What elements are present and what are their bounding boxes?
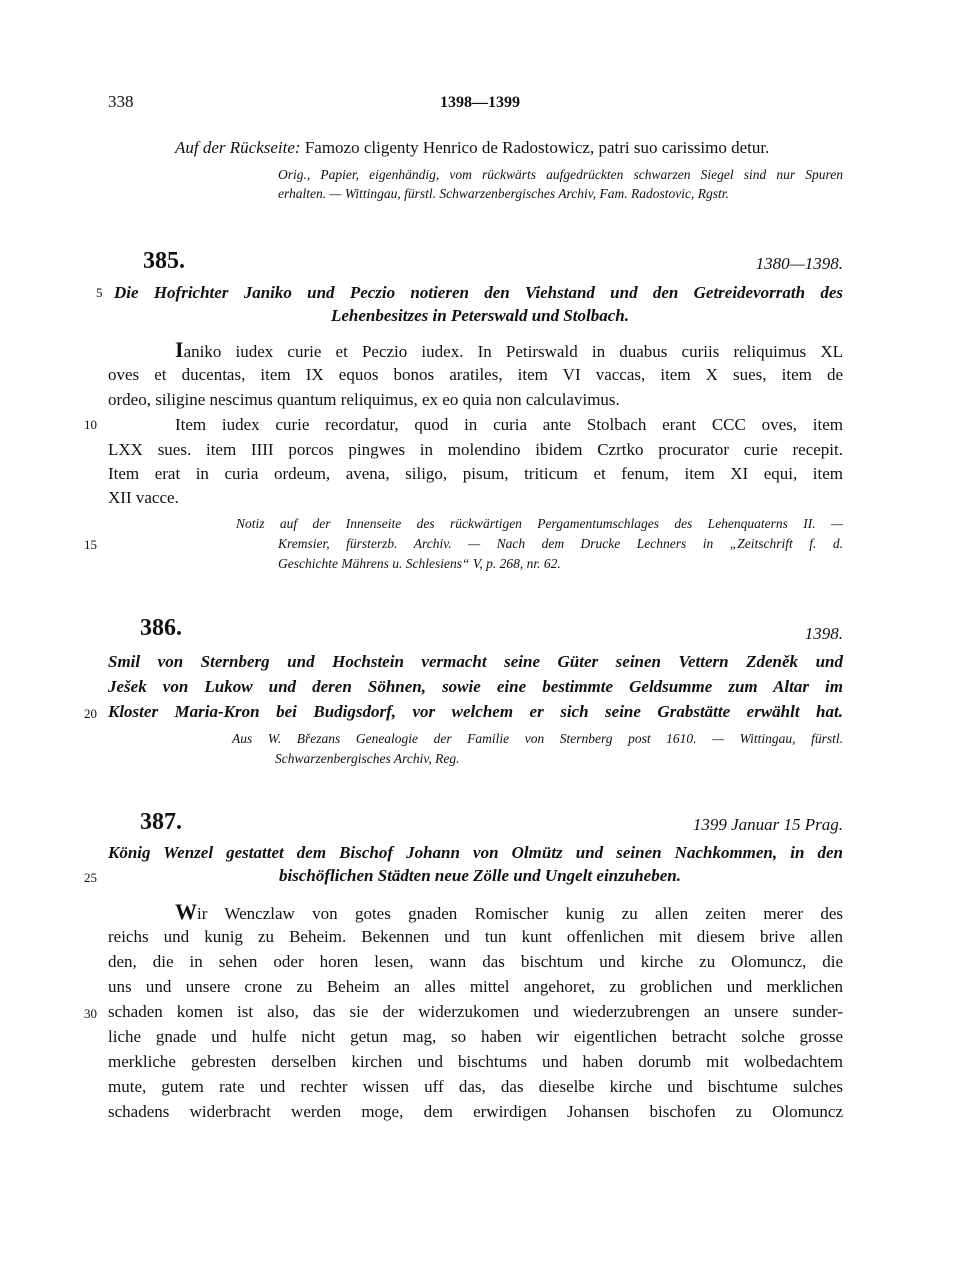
- entry-385-regest-line-1: Die Hofrichter Janiko und Peczio notieren den Viehstand und den Getreidevorrath des: [114, 283, 843, 302]
- entry-385-note-line-2: Kremsier, fürsterzb. Archiv. — Nach dem Drucke Lechners in „Zeitschrift f. d.: [278, 536, 843, 551]
- entry-385-text-line-6: Item erat in curia ordeum, avena, siligo, pisum, triticum et fenum, item XI equi, item: [108, 464, 843, 483]
- prev-note-line-1: Orig., Papier, eigenhändig, vom rückwärts aufgedrückten schwarzen Siegel sind nur Spuren: [278, 167, 843, 182]
- entry-387-date: 1399 Januar 15 Prag.: [692, 815, 843, 834]
- entry-387-text-line-1-rest: ir Wenczlaw von gotes gnaden Romischer kunig zu allen zeiten merer des: [197, 904, 843, 923]
- page-number: 338: [108, 92, 134, 111]
- entry-385-regest-line-2: Lehenbesitzes in Peterswald und Stolbach.: [331, 306, 629, 325]
- entry-387-text-line-9: schadens widerbracht werden moge, dem erwirdigen Johansen bischofen zu Olomuncz: [108, 1102, 843, 1121]
- entry-386-regest-line-3: Kloster Maria-Kron bei Budigsdorf, vor welchem er sich seine Grabstätte erwählt hat.: [108, 702, 843, 721]
- entry-387-regest-line-1: König Wenzel gestattet dem Bischof Johann von Olmütz und seinen Nachkommen, in den: [108, 843, 843, 862]
- margin-line-number: 30: [84, 1006, 97, 1021]
- entry-385-note-line-1: Notiz auf der Innenseite des rückwärtigen Pergamentumschlages des Lehenquaterns II. —: [236, 516, 843, 531]
- entry-385-text-line-7: XII vacce.: [108, 488, 179, 507]
- entry-387-text-line-2: reichs und kunig zu Beheim. Bekennen und tun kunt offenlichen mit diesem brive allen: [108, 927, 843, 946]
- entry-385-initial: I: [175, 337, 184, 362]
- endorsement-text: Famozo cligenty Henrico de Radostowicz, patri suo carissimo detur.: [304, 138, 770, 157]
- prev-note-line-2: erhalten. — Wittingau, fürstl. Schwarzenbergisches Archiv, Fam. Radostovic, Rgstr.: [278, 186, 729, 201]
- entry-387-regest-line-2: bischöflichen Städten neue Zölle und Ungelt einzuheben.: [279, 866, 681, 885]
- entry-386-note-line-1: Aus W. Březans Genealogie der Familie von Sternberg post 1610. — Wittingau, fürstl.: [232, 731, 843, 746]
- margin-line-number: 20: [84, 706, 97, 721]
- entry-387-text-line-1: [175, 899, 843, 924]
- entry-386-number: 386.: [140, 615, 182, 641]
- entry-385-note-line-3: Geschichte Mährens u. Schlesiens“ V, p. 268, nr. 62.: [278, 556, 561, 571]
- entry-385-text-line-1: [175, 337, 843, 362]
- entry-385-text-line-1-rest: aniko iudex curie et Peczio iudex. In Petirswald in duabus curiis reliquimus XL: [183, 342, 843, 361]
- entry-387-text-line-7: merkliche gebresten derselben kirchen und bischtums und haben dorumb mit wolbedachtem: [108, 1052, 843, 1071]
- entry-385-date: 1380—1398.: [755, 254, 843, 273]
- entry-387-text-line-8: mute, gutem rate und rechter wissen uff das, das dieselbe kirche und bischtume sulches: [108, 1077, 843, 1096]
- margin-line-number: 15: [84, 537, 97, 552]
- entry-385-text-line-3: ordeo, siligine nescimus quantum reliquimus, ex eo quia non calculavimus.: [108, 390, 620, 409]
- entry-386-note-line-2: Schwarzenbergisches Archiv, Reg.: [275, 751, 460, 766]
- endorsement-line: [175, 138, 843, 158]
- entry-385-number: 385.: [143, 248, 185, 274]
- running-title: 1398—1399: [440, 94, 520, 111]
- entry-387-text-line-5: schaden komen ist also, das sie der widerzukomen und wiederzubrengen an unsere sunder-: [108, 1002, 843, 1021]
- entry-387-text-line-3: den, die in sehen oder horen lesen, wann das bischtum und kirche zu Olomuncz, die: [108, 952, 843, 971]
- margin-line-number: 5: [96, 285, 103, 300]
- entry-387-number: 387.: [140, 809, 182, 835]
- entry-385-text-line-2: oves et ducentas, item IX equos bonos aratiles, item VI vaccas, item X sues, item de: [108, 365, 843, 384]
- entry-385-text-line-4: Item iudex curie recordatur, quod in curia ante Stolbach erant CCC oves, item: [175, 415, 843, 434]
- margin-line-number: 10: [84, 417, 97, 432]
- entry-387-initial: W: [175, 899, 197, 924]
- entry-386-date: 1398.: [804, 624, 843, 643]
- entry-387-text-line-6: liche gnade und hulfe nicht getun mag, so haben wir eigentlichen betracht solche grosse: [108, 1027, 843, 1046]
- margin-line-number: 25: [84, 870, 97, 885]
- entry-385-text-line-5: LXX sues. item IIII porcos pingwes in molendino ibidem Czrtko procurator curie recepit.: [108, 440, 843, 459]
- entry-386-regest-line-1: Smil von Sternberg und Hochstein vermacht seine Güter seinen Vettern Zdeněk und: [108, 652, 843, 671]
- entry-387-text-line-4: uns und unsere crone zu Beheim an alles mittel angehoret, zu groblichen und merklichen: [108, 977, 843, 996]
- endorsement-label: Auf der Rückseite:: [175, 138, 301, 157]
- entry-386-regest-line-2: Ješek von Lukow und deren Söhnen, sowie eine bestimmte Geldsumme zum Altar im: [108, 677, 843, 696]
